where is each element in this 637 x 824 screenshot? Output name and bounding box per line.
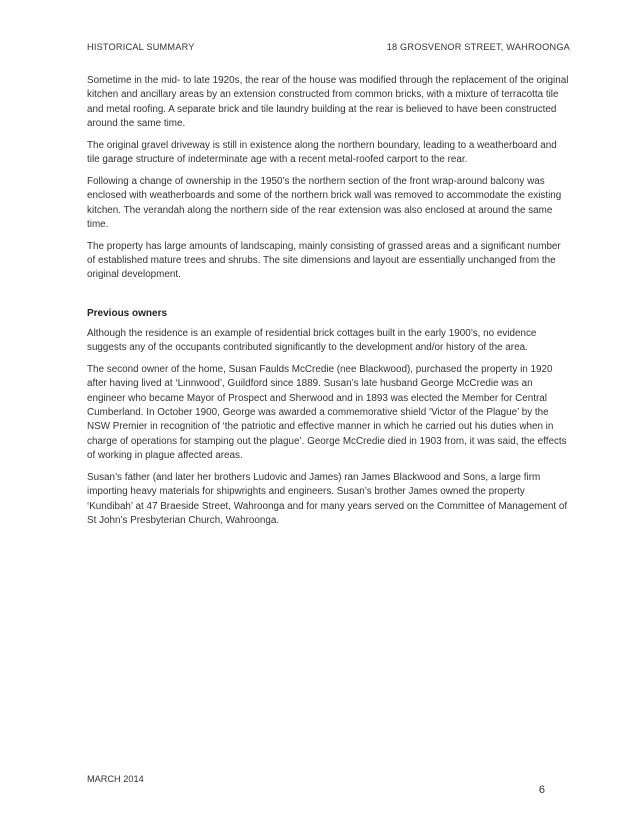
- section-heading-previous-owners: Previous owners: [87, 307, 168, 319]
- body-paragraph: The property has large amounts of landscaping, mainly consisting of grassed areas and a significant number of established mature trees and shrubs. The site dimensions and layout are essentially unchanged from the original development.: [87, 240, 561, 281]
- body-paragraph: Susan’s father (and later her brothers Ludovic and James) ran James Blackwood and Sons, a large firm importing heavy materials for shipwrights and engineers. Susan’s brother James owned the property ‘Kundibah’ at 47 Braeside Street, Wahroonga and for many years served on the Committee of Management of St John’s Presbyterian Church, Wahroonga.: [87, 471, 568, 527]
- header-document-title: HISTORICAL SUMMARY: [87, 42, 195, 52]
- page-number: 6: [538, 784, 545, 796]
- body-paragraph: Although the residence is an example of residential brick cottages built in the early 1900’s, no evidence suggests any of the occupants contributed significantly to the development and/or history of the area.: [87, 327, 537, 354]
- body-paragraph: Sometime in the mid- to late 1920s, the rear of the house was modified through the replacement of the original kitchen and ancillary areas by an extension constructed from common bricks, with a mixture of terracotta tile and metal roofing. A separate brick and tile laundry building at the rear is believed to have been constructed around the same time.: [87, 75, 569, 130]
- body-paragraph: The original gravel driveway is still in existence along the northern boundary, leading to a weatherboard and tile garage structure of indeterminate age with a recent metal-roofed carport to the rear.: [87, 139, 557, 166]
- header-address: 18 GROSVENOR STREET, WAHROONGA: [386, 42, 570, 52]
- page-header: [87, 42, 570, 56]
- body-paragraph: Following a change of ownership in the 1950’s the northern section of the front wrap-around balcony was enclosed with weatherboards and some of the northern brick wall was removed to accommodate the existing kitchen. The verandah along the northern side of the rear extension was also enclosed at around the same time.: [87, 175, 562, 231]
- footer-date: MARCH 2014: [87, 774, 144, 784]
- body-paragraph: The second owner of the home, Susan Faulds McCredie (nee Blackwood), purchased the property in 1920 after having lived at ‘Linnwood’, Guildford since 1889. Susan’s late husband George McCredie was an engineer who became Mayor of Prospect and Sherwood and in 1893 was elected the Member for Central Cumberland. In October 1900, George was awarded a commemorative shield ‘Victor of the Plague’ by the NSW Premier in recognition of ‘the patriotic and effective manner in which he carried out his duties when in charge of operations for stamping out the plague’. George McCredie died in 1903 from, it was said, the effects of working in plague affected areas.: [87, 363, 567, 462]
- document-body: [87, 74, 571, 536]
